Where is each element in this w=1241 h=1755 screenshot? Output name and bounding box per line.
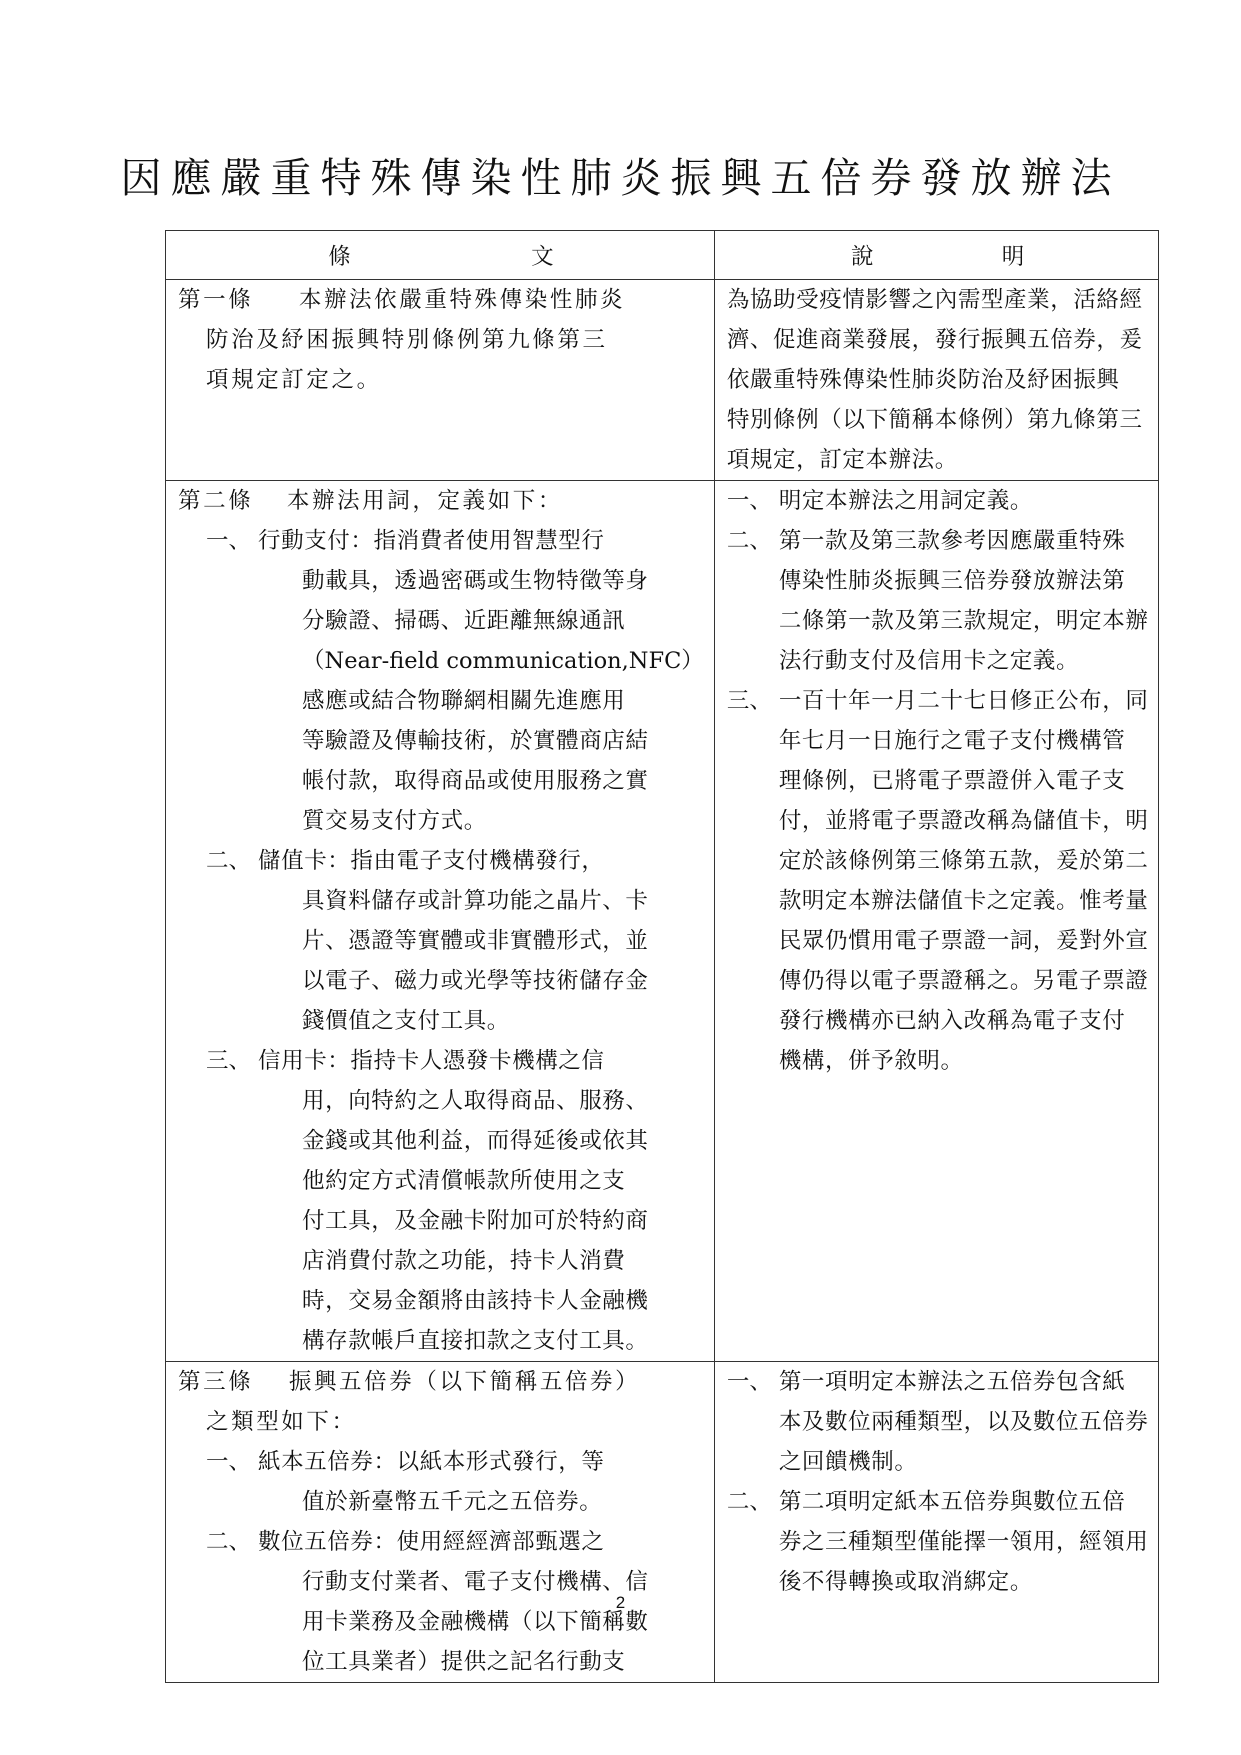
header-article-char-2: 文 (531, 244, 554, 270)
article-3-cell (166, 1362, 715, 1683)
item-text: 一百十年一月二十七日修正公布，同 (778, 688, 1149, 714)
item-text: 值於新臺幣五千元之五倍券。 (302, 1489, 603, 1515)
item-number: 二、 (206, 1529, 252, 1555)
item-text: （Near-field communication,NFC） (302, 648, 704, 674)
item-text: 民眾仍慣用電子票證一詞，爰對外宣 (778, 928, 1149, 954)
item-text: 儲值卡：指由電子支付機構發行， (258, 848, 605, 874)
article-3-item (178, 1442, 704, 1522)
header-article (166, 231, 715, 280)
item-text: 法行動支付及信用卡之定義。 (778, 648, 1080, 674)
article-1-text: 防治及紓困振興特別條例第九條第三 (206, 327, 608, 353)
explanation-1-text: 特別條例（以下簡稱本條例）第九條第三 (726, 407, 1143, 433)
item-number: 三、 (726, 688, 772, 714)
item-text: 店消費付款之功能，持卡人消費 (302, 1248, 626, 1274)
item-number: 二、 (726, 1489, 772, 1515)
item-number: 二、 (206, 848, 252, 874)
item-text: 年七月一日施行之電子支付機構管 (778, 728, 1126, 754)
item-text: 紙本五倍券：以紙本形式發行，等 (258, 1449, 605, 1475)
item-text: 券之三種類型僅能擇一領用，經領用 (778, 1529, 1149, 1555)
item-text: 帳付款，取得商品或使用服務之實 (302, 768, 649, 794)
item-number: 一、 (206, 1449, 252, 1475)
item-text: 分驗證、掃碼、近距離無線通訊 (302, 608, 626, 634)
item-text: 傳仍得以電子票證稱之。另電子票證 (778, 968, 1149, 994)
table-row (166, 481, 1159, 1362)
item-text: 本及數位兩種類型，以及數位五倍券 (778, 1409, 1149, 1435)
item-text: 用，向特約之人取得商品、服務、 (302, 1088, 649, 1114)
article-2-item (178, 1041, 704, 1361)
item-text: 付，並將電子票證改稱為儲值卡，明 (778, 808, 1149, 834)
item-text: 構存款帳戶直接扣款之支付工具。 (302, 1328, 649, 1354)
item-text: 第二項明定紙本五倍券與數位五倍 (778, 1489, 1126, 1515)
article-1-label: 第一條 (178, 287, 254, 313)
page-number: 2 (615, 1593, 626, 1612)
document-title: 因應嚴重特殊傳染性肺炎振興五倍券發放辦法 (120, 154, 1121, 202)
explanation-1-cell (714, 280, 1159, 481)
article-2-item (178, 521, 704, 841)
explanation-3-item (727, 1482, 1149, 1602)
item-text: 付工具，及金融卡附加可於特約商 (302, 1208, 649, 1234)
item-text: 發行機構亦已納入改稱為電子支付 (778, 1008, 1126, 1034)
explanation-1-text: 為協助受疫情影響之內需型產業，活絡經 (726, 287, 1143, 313)
item-text: 信用卡：指持卡人憑發卡機構之信 (258, 1048, 605, 1074)
item-text: 機構，併予敘明。 (778, 1048, 964, 1074)
item-text: 用卡業務及金融機構（以下簡稱數 (302, 1609, 649, 1635)
table-header-row (166, 231, 1159, 280)
article-3-intro: 振興五倍券（以下簡稱五倍券） (288, 1369, 641, 1395)
header-explanation-char-1: 說 (850, 244, 874, 270)
item-text: 款明定本辦法儲值卡之定義。惟考量 (778, 888, 1149, 914)
item-text: 明定本辦法之用詞定義。 (778, 488, 1033, 514)
article-3-intro-continued: 之類型如下： (206, 1409, 357, 1435)
item-text: 第一項明定本辦法之五倍券包含紙 (778, 1369, 1126, 1395)
item-text: 第一款及第三款參考因應嚴重特殊 (778, 528, 1126, 554)
item-text: 金錢或其他利益，而得延後或依其 (302, 1128, 649, 1154)
item-number: 一、 (726, 1369, 772, 1395)
explanation-1-text: 項規定，訂定本辦法。 (726, 447, 958, 473)
item-text: 位工具業者）提供之記名行動支 (302, 1649, 626, 1675)
item-text: 以電子、磁力或光學等技術儲存金 (302, 968, 649, 994)
explanation-2-item (727, 521, 1149, 681)
item-text: 之回饋機制。 (778, 1449, 918, 1475)
header-explanation (714, 231, 1159, 280)
article-3-label: 第三條 (178, 1369, 254, 1395)
article-2-label: 第二條 (178, 488, 254, 514)
item-text: 感應或結合物聯網相關先進應用 (302, 688, 626, 714)
item-number: 三、 (206, 1048, 252, 1074)
item-text: 定於該條例第三條第五款，爰於第二 (778, 848, 1149, 874)
explanation-3-cell (714, 1362, 1159, 1683)
header-article-char-1: 條 (328, 244, 351, 270)
article-2-cell (166, 481, 715, 1362)
explanation-1-text: 濟、促進商業發展，發行振興五倍券，爰 (726, 327, 1143, 353)
item-number: 一、 (726, 488, 772, 514)
explanation-2-item (727, 481, 1149, 521)
item-text: 理條例，已將電子票證併入電子支 (778, 768, 1126, 794)
item-number: 一、 (206, 528, 252, 554)
table-row (166, 1362, 1159, 1683)
explanation-2-item (727, 681, 1149, 1081)
article-1-text: 本辦法依嚴重特殊傳染性肺炎 (298, 287, 626, 313)
article-2-intro: 本辦法用詞，定義如下： (286, 488, 563, 514)
article-2-item (178, 841, 704, 1041)
item-text: 片、憑證等實體或非實體形式，並 (302, 928, 649, 954)
item-text: 動載具，透過密碼或生物特徵等身 (302, 568, 649, 594)
table-row (166, 280, 1159, 481)
regulation-table (165, 230, 1159, 1683)
item-text: 時，交易金額將由該持卡人金融機 (302, 1288, 649, 1314)
item-text: 錢價值之支付工具。 (302, 1008, 510, 1034)
item-text: 具資料儲存或計算功能之晶片、卡 (302, 888, 649, 914)
header-explanation-char-2: 明 (1001, 244, 1025, 270)
article-1-text: 項規定訂定之。 (206, 367, 382, 393)
item-text: 等驗證及傳輸技術，於實體商店結 (302, 728, 649, 754)
item-text: 後不得轉換或取消綁定。 (778, 1569, 1033, 1595)
explanation-2-cell (714, 481, 1159, 1362)
item-number: 二、 (726, 528, 772, 554)
item-text: 質交易支付方式。 (302, 808, 487, 834)
item-text: 行動支付業者、電子支付機構、信 (302, 1569, 649, 1595)
article-1-cell (166, 280, 715, 481)
item-text: 傳染性肺炎振興三倍券發放辦法第 (778, 568, 1126, 594)
explanation-1-text: 依嚴重特殊傳染性肺炎防治及紓困振興 (726, 367, 1120, 393)
item-text: 二條第一款及第三款規定，明定本辦 (778, 608, 1149, 634)
item-text: 行動支付：指消費者使用智慧型行 (258, 528, 605, 554)
item-text: 他約定方式清償帳款所使用之支 (302, 1168, 626, 1194)
item-text: 數位五倍券：使用經經濟部甄選之 (258, 1529, 605, 1555)
explanation-3-item (727, 1362, 1149, 1482)
